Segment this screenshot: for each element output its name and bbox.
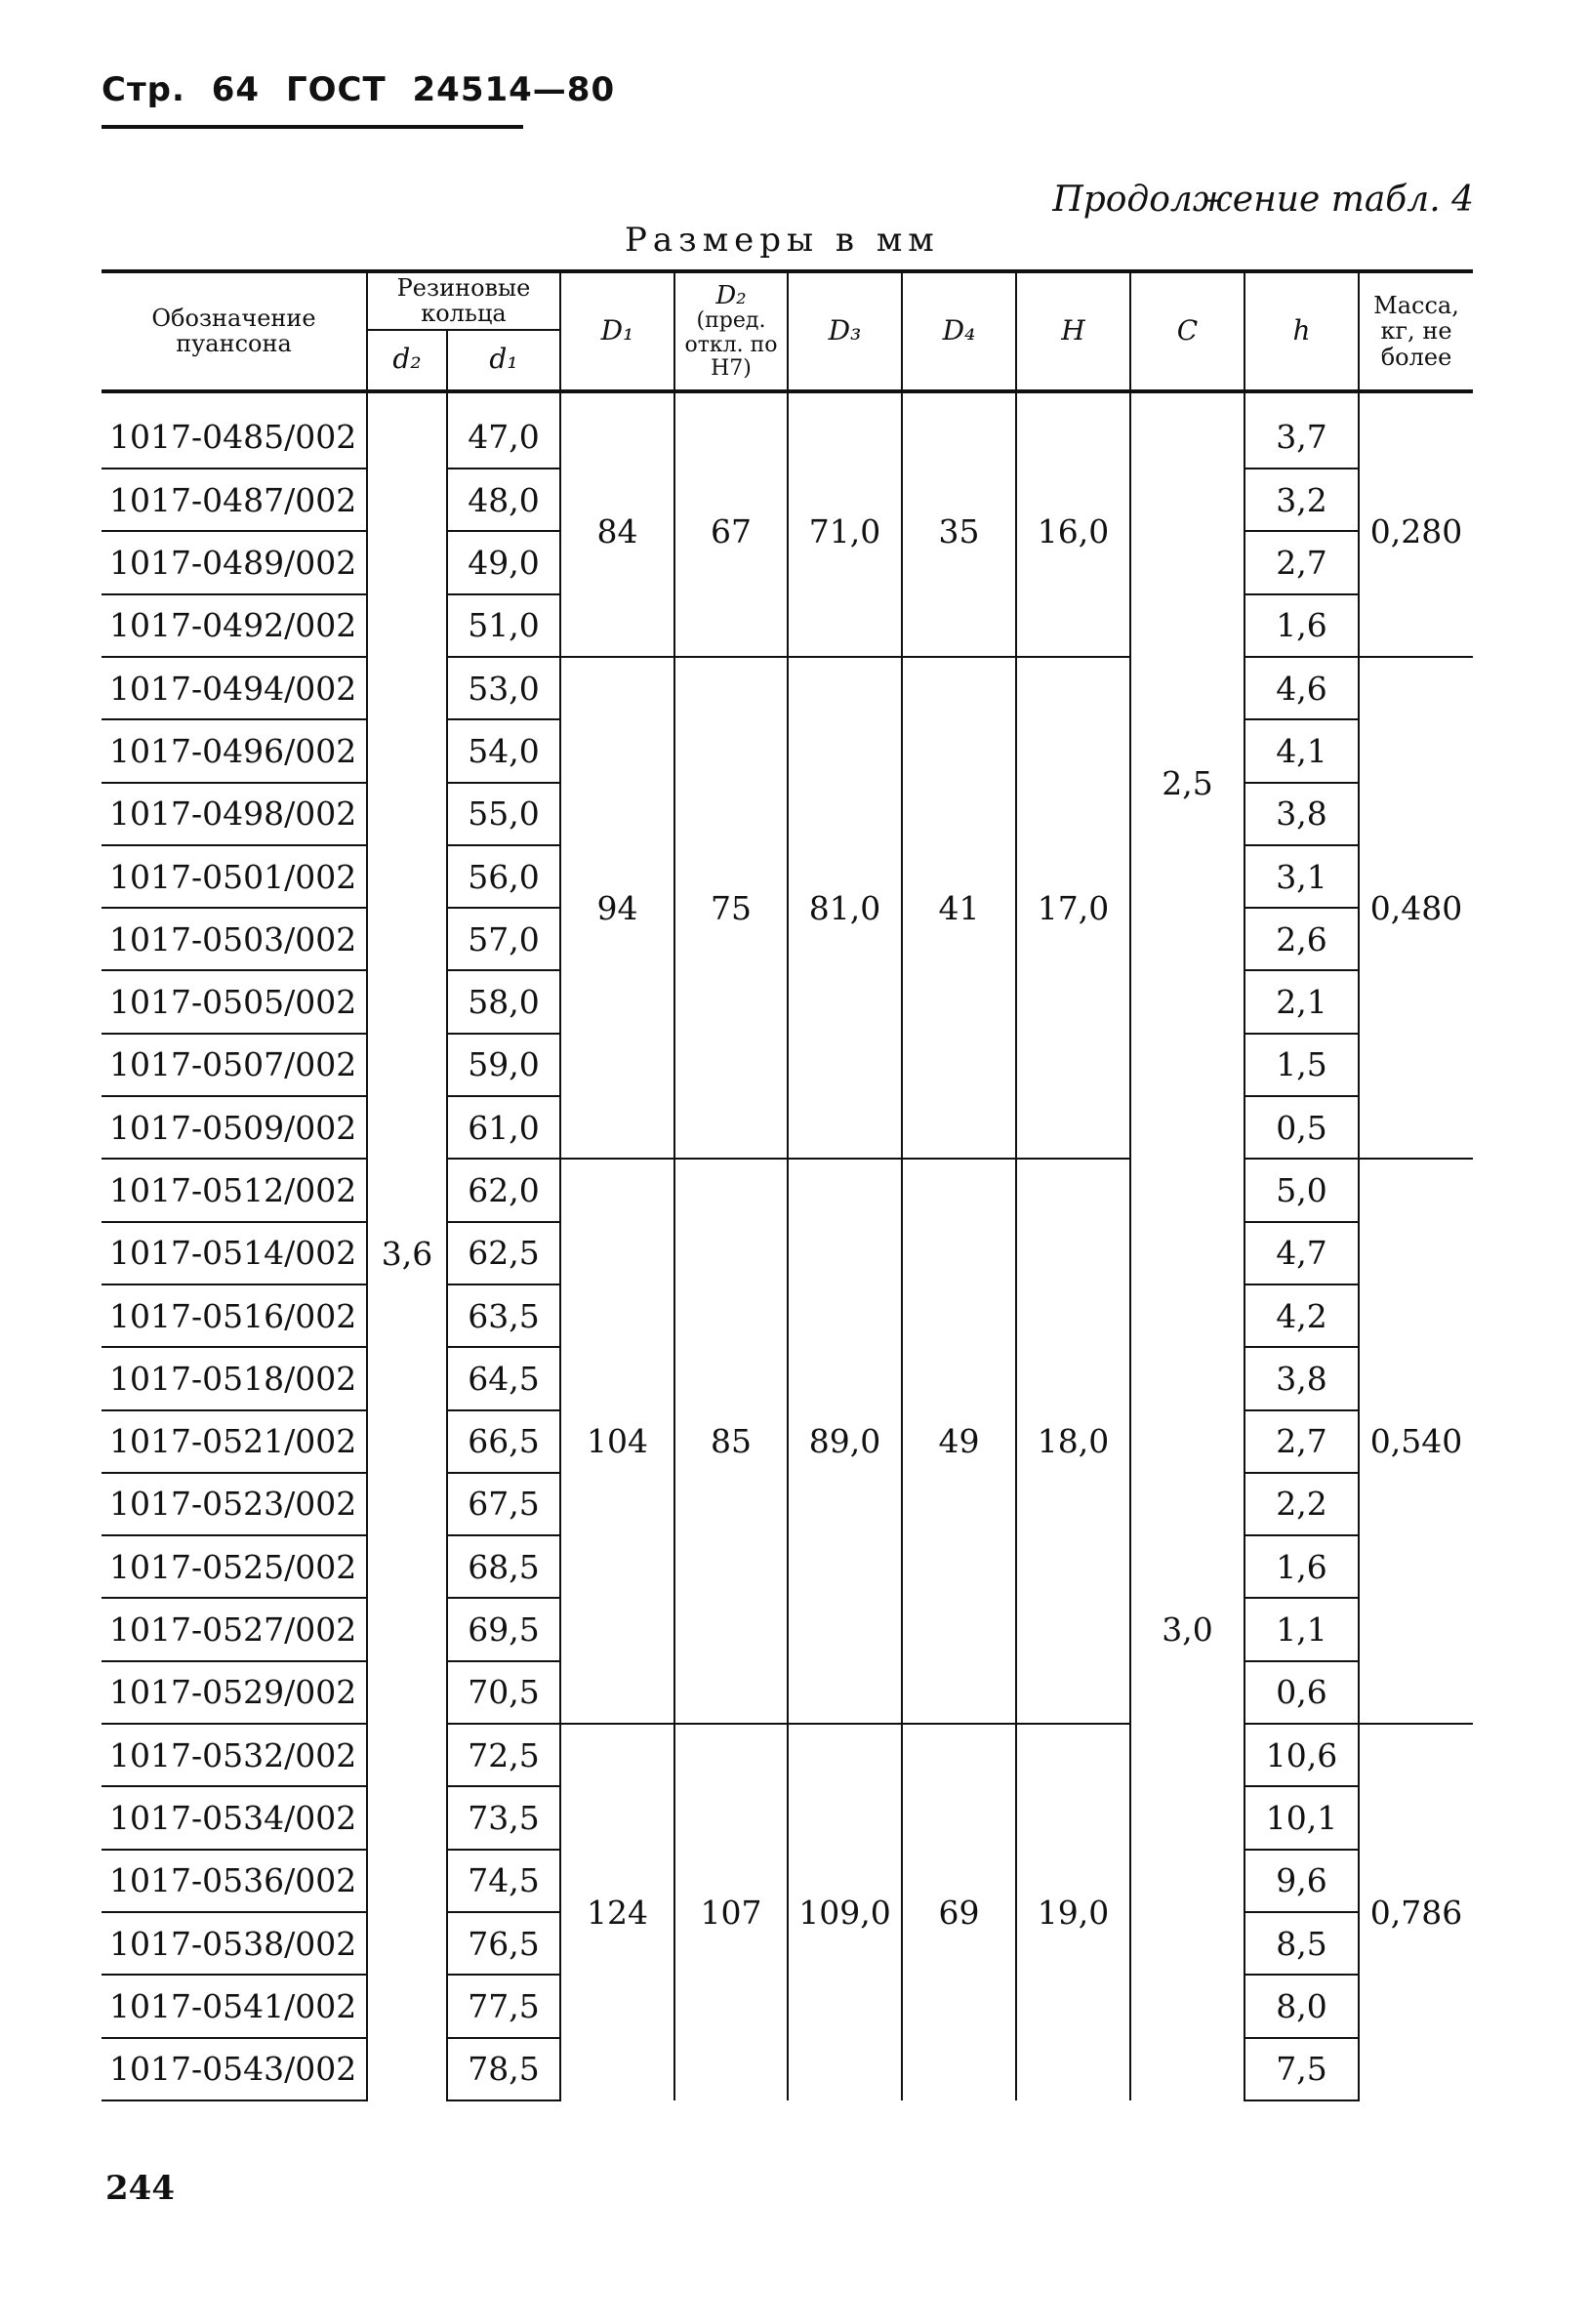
table-body xyxy=(102,391,1473,2100)
designation-cell: 1017-0514/002 xyxy=(102,1222,367,1284)
dimensions-table-wrap xyxy=(102,269,1473,2101)
h-cell: 10,6 xyxy=(1244,1724,1359,1786)
h-cell: 4,6 xyxy=(1244,657,1359,719)
D4-cell: 69 xyxy=(902,1724,1016,2100)
d1-cell: 72,5 xyxy=(447,1724,560,1786)
designation-cell: 1017-0523/002 xyxy=(102,1473,367,1535)
designation-cell: 1017-0498/002 xyxy=(102,783,367,845)
spacer-cell xyxy=(367,391,447,407)
d1-cell: 54,0 xyxy=(447,719,560,782)
h-cell: 3,2 xyxy=(1244,469,1359,531)
table-row xyxy=(102,1159,1473,1221)
designation-cell: 1017-0496/002 xyxy=(102,719,367,782)
d1-cell: 62,0 xyxy=(447,1159,560,1221)
D2-cell: 67 xyxy=(674,407,788,657)
h-cell: 1,1 xyxy=(1244,1598,1359,1660)
designation-cell: 1017-0538/002 xyxy=(102,1912,367,1975)
units-caption: Размеры в мм xyxy=(625,221,940,260)
spacer-cell xyxy=(560,391,674,407)
d1-cell: 57,0 xyxy=(447,908,560,970)
col-D1: D₁ xyxy=(560,271,674,391)
spacer-cell xyxy=(1016,391,1130,407)
col-D4: D₄ xyxy=(902,271,1016,391)
h-cell: 4,1 xyxy=(1244,719,1359,782)
mass-cell: 0,540 xyxy=(1359,1159,1473,1724)
D3-cell: 71,0 xyxy=(788,407,902,657)
h-cell: 2,7 xyxy=(1244,1410,1359,1473)
table-row xyxy=(102,657,1473,719)
designation-cell: 1017-0507/002 xyxy=(102,1034,367,1096)
D3-cell: 109,0 xyxy=(788,1724,902,2100)
h-cell: 0,5 xyxy=(1244,1096,1359,1159)
dimensions-table xyxy=(102,269,1473,2101)
h-cell: 1,5 xyxy=(1244,1034,1359,1096)
D4-cell: 35 xyxy=(902,407,1016,657)
designation-cell: 1017-0505/002 xyxy=(102,970,367,1033)
col-D3: D₃ xyxy=(788,271,902,391)
col-d2: d₂ xyxy=(367,330,447,391)
h-cell: 8,0 xyxy=(1244,1975,1359,2037)
mass-cell: 0,480 xyxy=(1359,657,1473,1159)
spacer-cell xyxy=(788,391,902,407)
col-d1: d₁ xyxy=(447,330,560,391)
h-cell: 3,7 xyxy=(1244,407,1359,469)
designation-cell: 1017-0527/002 xyxy=(102,1598,367,1660)
designation-cell: 1017-0521/002 xyxy=(102,1410,367,1473)
d1-cell: 76,5 xyxy=(447,1912,560,1975)
h-cell: 2,1 xyxy=(1244,970,1359,1033)
mass-cell: 0,280 xyxy=(1359,407,1473,657)
spacer-cell xyxy=(674,391,788,407)
h-cell: 0,6 xyxy=(1244,1661,1359,1724)
designation-cell: 1017-0485/002 xyxy=(102,407,367,469)
designation-cell: 1017-0543/002 xyxy=(102,2038,367,2100)
col-D2 xyxy=(674,271,788,391)
designation-cell: 1017-0494/002 xyxy=(102,657,367,719)
designation-cell: 1017-0525/002 xyxy=(102,1535,367,1598)
col-designation: Обозначение пуансона xyxy=(102,271,367,391)
h-cell: 3,8 xyxy=(1244,1347,1359,1409)
spacer-cell xyxy=(102,391,367,407)
d1-cell: 67,5 xyxy=(447,1473,560,1535)
designation-cell: 1017-0536/002 xyxy=(102,1850,367,1912)
H-cell: 19,0 xyxy=(1016,1724,1130,2100)
D3-cell: 89,0 xyxy=(788,1159,902,1724)
designation-cell: 1017-0541/002 xyxy=(102,1975,367,2037)
H-cell: 18,0 xyxy=(1016,1159,1130,1724)
page-label: Стр. xyxy=(102,70,185,109)
spacer-cell xyxy=(1244,391,1359,407)
H-cell: 16,0 xyxy=(1016,407,1130,657)
spacer-cell xyxy=(447,391,560,407)
d1-cell: 74,5 xyxy=(447,1850,560,1912)
col-mass: Масса, кг, не более xyxy=(1359,271,1473,391)
header-rule xyxy=(102,125,523,129)
page-number: 244 xyxy=(105,2169,175,2208)
col-D2-symbol: D₂ xyxy=(715,280,747,310)
table-row xyxy=(102,407,1473,469)
h-cell: 1,6 xyxy=(1244,1535,1359,1598)
d1-cell: 78,5 xyxy=(447,2038,560,2100)
designation-cell: 1017-0516/002 xyxy=(102,1284,367,1347)
d1-cell: 73,5 xyxy=(447,1786,560,1849)
C-cell: 3,0 xyxy=(1130,1159,1244,2100)
h-cell: 4,7 xyxy=(1244,1222,1359,1284)
h-cell: 1,6 xyxy=(1244,594,1359,657)
h-cell: 2,6 xyxy=(1244,908,1359,970)
d1-cell: 68,5 xyxy=(447,1535,560,1598)
designation-cell: 1017-0518/002 xyxy=(102,1347,367,1409)
h-cell: 7,5 xyxy=(1244,2038,1359,2100)
d1-cell: 70,5 xyxy=(447,1661,560,1724)
d1-cell: 59,0 xyxy=(447,1034,560,1096)
designation-cell: 1017-0492/002 xyxy=(102,594,367,657)
d2-cell: 3,6 xyxy=(367,407,447,2100)
d1-cell: 62,5 xyxy=(447,1222,560,1284)
h-cell: 3,8 xyxy=(1244,783,1359,845)
D1-cell: 104 xyxy=(560,1159,674,1724)
spacer-row xyxy=(102,391,1473,407)
designation-cell: 1017-0487/002 xyxy=(102,469,367,531)
page-num: 64 xyxy=(211,70,261,109)
col-C: C xyxy=(1130,271,1244,391)
h-cell: 8,5 xyxy=(1244,1912,1359,1975)
H-cell: 17,0 xyxy=(1016,657,1130,1159)
d1-cell: 49,0 xyxy=(447,531,560,593)
col-h: h xyxy=(1244,271,1359,391)
d1-cell: 56,0 xyxy=(447,845,560,908)
D2-cell: 107 xyxy=(674,1724,788,2100)
D2-cell: 75 xyxy=(674,657,788,1159)
d1-cell: 77,5 xyxy=(447,1975,560,2037)
D1-cell: 84 xyxy=(560,407,674,657)
d1-cell: 58,0 xyxy=(447,970,560,1033)
mass-cell: 0,786 xyxy=(1359,1724,1473,2100)
designation-cell: 1017-0529/002 xyxy=(102,1661,367,1724)
d1-cell: 64,5 xyxy=(447,1347,560,1409)
h-cell: 9,6 xyxy=(1244,1850,1359,1912)
D4-cell: 49 xyxy=(902,1159,1016,1724)
standard-num: 24514—80 xyxy=(412,70,616,109)
table-row xyxy=(102,1724,1473,1786)
col-D2-note: (пред. откл. по H7) xyxy=(684,308,778,381)
d1-cell: 63,5 xyxy=(447,1284,560,1347)
h-cell: 3,1 xyxy=(1244,845,1359,908)
d1-cell: 69,5 xyxy=(447,1598,560,1660)
d1-cell: 48,0 xyxy=(447,469,560,531)
d1-cell: 61,0 xyxy=(447,1096,560,1159)
spacer-cell xyxy=(1130,391,1244,407)
designation-cell: 1017-0509/002 xyxy=(102,1096,367,1159)
D4-cell: 41 xyxy=(902,657,1016,1159)
d1-cell: 55,0 xyxy=(447,783,560,845)
spacer-cell xyxy=(902,391,1016,407)
h-cell: 4,2 xyxy=(1244,1284,1359,1347)
D3-cell: 81,0 xyxy=(788,657,902,1159)
designation-cell: 1017-0532/002 xyxy=(102,1724,367,1786)
D1-cell: 94 xyxy=(560,657,674,1159)
d1-cell: 66,5 xyxy=(447,1410,560,1473)
h-cell: 2,2 xyxy=(1244,1473,1359,1535)
h-cell: 10,1 xyxy=(1244,1786,1359,1849)
col-rubber-rings: Резиновые кольца xyxy=(367,271,560,330)
h-cell: 5,0 xyxy=(1244,1159,1359,1221)
designation-cell: 1017-0501/002 xyxy=(102,845,367,908)
D1-cell: 124 xyxy=(560,1724,674,2100)
d1-cell: 47,0 xyxy=(447,407,560,469)
C-cell: 2,5 xyxy=(1130,407,1244,1160)
designation-cell: 1017-0489/002 xyxy=(102,531,367,593)
designation-cell: 1017-0534/002 xyxy=(102,1786,367,1849)
spacer-cell xyxy=(1359,391,1473,407)
page-header xyxy=(102,70,629,109)
designation-cell: 1017-0503/002 xyxy=(102,908,367,970)
h-cell: 2,7 xyxy=(1244,531,1359,593)
designation-cell: 1017-0512/002 xyxy=(102,1159,367,1221)
d1-cell: 51,0 xyxy=(447,594,560,657)
D2-cell: 85 xyxy=(674,1159,788,1724)
table-continuation: Продолжение табл. 4 xyxy=(1052,180,1474,220)
col-H: H xyxy=(1016,271,1130,391)
d1-cell: 53,0 xyxy=(447,657,560,719)
standard-label: ГОСТ xyxy=(285,70,387,109)
